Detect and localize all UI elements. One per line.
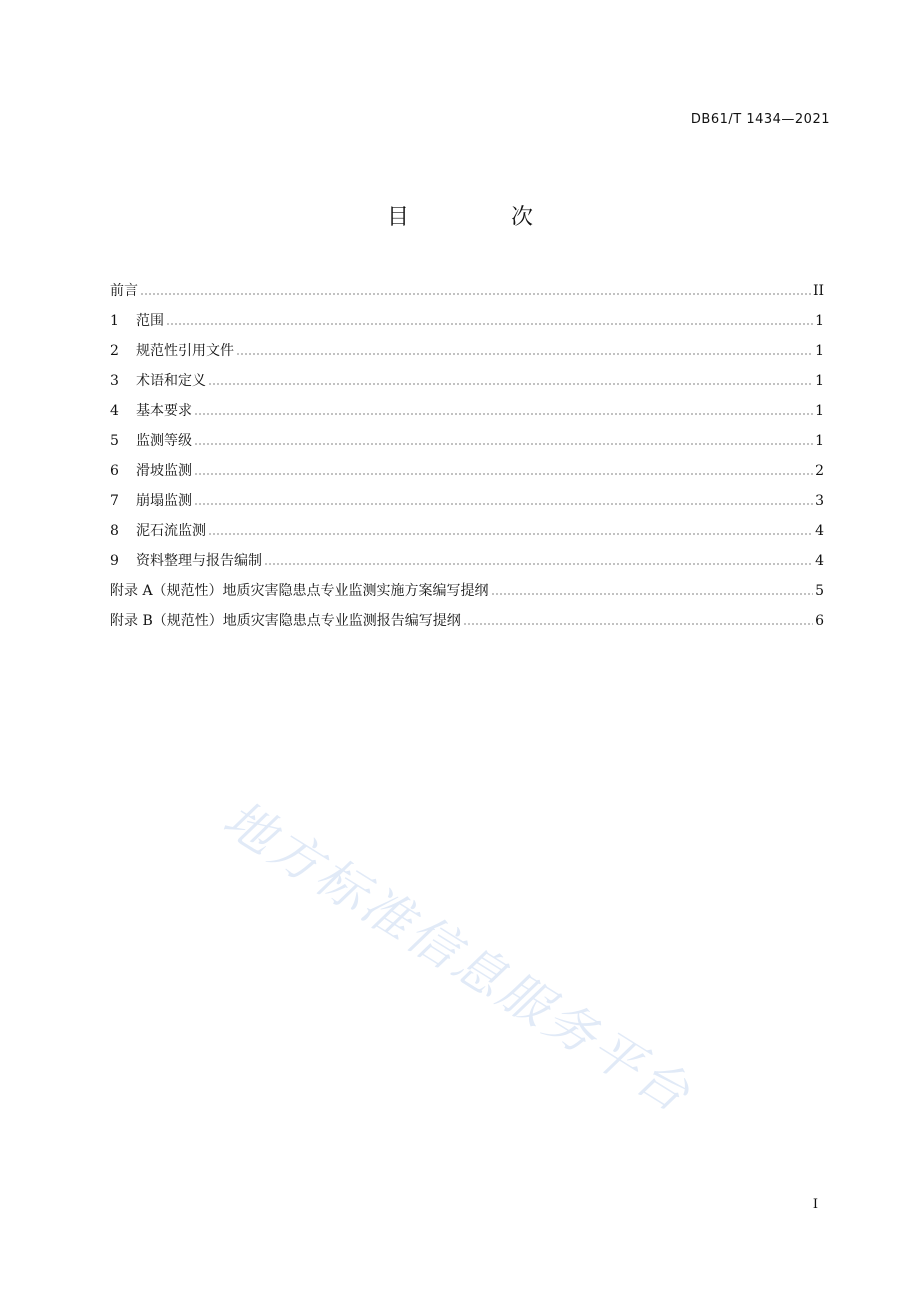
toc-leader-dots (491, 585, 814, 595)
toc-entry-appendix-b[interactable] (110, 610, 824, 640)
toc-entry-text: 资料整理与报告编制 (136, 553, 262, 569)
toc-entry-number: 4 (110, 403, 119, 419)
toc-entry-text: 术语和定义 (136, 373, 206, 389)
toc-leader-dots (236, 345, 813, 355)
toc-entry-3[interactable] (110, 370, 824, 400)
toc-leader-dots (194, 405, 813, 415)
toc-entry-text: 附录 A（规范性）地质灾害隐患点专业监测实施方案编写提纲 (110, 583, 489, 599)
toc-leader-dots (208, 525, 813, 535)
toc-entry-text: 滑坡监测 (136, 463, 192, 479)
toc-entry-8[interactable] (110, 520, 824, 550)
toc-leader-dots (463, 615, 813, 625)
toc-entry-page: 2 (815, 463, 824, 479)
toc-entry-number: 9 (110, 553, 119, 569)
toc-entry-number: 7 (110, 493, 119, 509)
toc-leader-dots (194, 435, 813, 445)
toc-entry-4[interactable] (110, 400, 824, 430)
document-code: DB61/T 1434—2021 (690, 112, 830, 127)
toc-entry-9[interactable] (110, 550, 824, 580)
toc-entry-2[interactable] (110, 340, 824, 370)
toc-entry-number: 3 (110, 373, 119, 389)
table-of-contents (110, 280, 824, 640)
toc-entry-number: 1 (110, 313, 119, 329)
toc-leader-dots (166, 315, 813, 325)
toc-entry-number: 8 (110, 523, 119, 539)
toc-entry-text: 范围 (136, 313, 164, 329)
toc-entry-page: 1 (815, 343, 824, 359)
toc-leader-dots (208, 375, 813, 385)
toc-leader-dots (264, 555, 813, 565)
toc-entry-page: 1 (815, 373, 824, 389)
toc-entry-6[interactable] (110, 460, 824, 490)
toc-entry-page: 4 (815, 553, 824, 569)
toc-entry-preface[interactable] (110, 280, 824, 310)
toc-entry-page: 6 (815, 613, 824, 629)
toc-entry-page: 5 (815, 583, 824, 599)
toc-entry-number: 6 (110, 463, 119, 479)
toc-entry-appendix-a[interactable] (110, 580, 824, 610)
toc-entry-page: II (812, 283, 824, 299)
toc-entry-text: 监测等级 (136, 433, 192, 449)
toc-entry-7[interactable] (110, 490, 824, 520)
toc-entry-page: 4 (815, 523, 824, 539)
toc-entry-number: 2 (110, 343, 119, 359)
toc-entry-text: 泥石流监测 (136, 523, 206, 539)
toc-leader-dots (194, 495, 813, 505)
page-number: I (812, 1197, 818, 1212)
toc-leader-dots (194, 465, 813, 475)
toc-entry-5[interactable] (110, 430, 824, 460)
toc-leader-dots (140, 285, 811, 295)
toc-entry-text: 附录 B（规范性）地质灾害隐患点专业监测报告编写提纲 (110, 613, 461, 629)
toc-entry-text: 崩塌监测 (136, 493, 192, 509)
toc-entry-number: 5 (110, 433, 119, 449)
toc-entry-page: 1 (815, 433, 824, 449)
toc-entry-text: 前言 (110, 283, 138, 299)
toc-entry-page: 1 (815, 313, 824, 329)
toc-entry-text: 规范性引用文件 (136, 343, 234, 359)
watermark: 地方标准信息服务平台 (213, 789, 703, 1125)
toc-entry-page: 1 (815, 403, 824, 419)
toc-entry-1[interactable] (110, 310, 824, 340)
toc-title: 目 次 (386, 205, 573, 230)
toc-entry-page: 3 (815, 493, 824, 509)
toc-entry-text: 基本要求 (136, 403, 192, 419)
